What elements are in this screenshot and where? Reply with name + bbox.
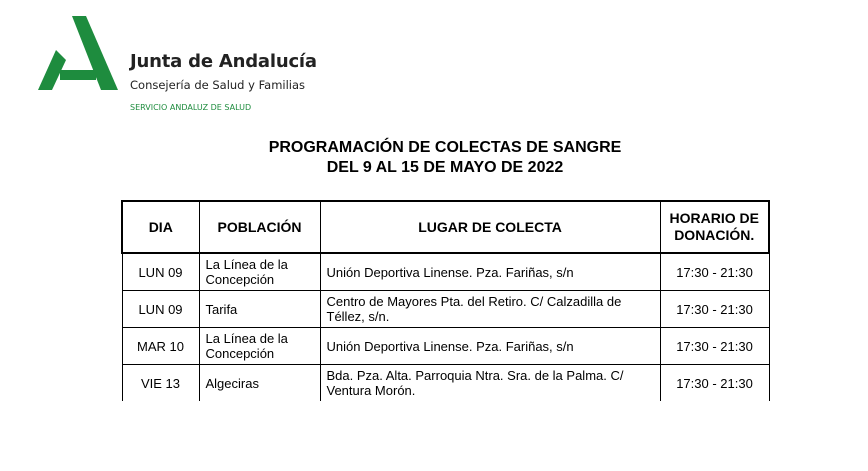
junta-andalucia-logo bbox=[38, 16, 118, 95]
service-name: SERVICIO ANDALUZ DE SALUD bbox=[130, 103, 252, 112]
cell-day: LUN 09 bbox=[122, 253, 199, 291]
table-row bbox=[122, 253, 769, 291]
cell-time: 17:30 - 21:30 bbox=[660, 365, 769, 402]
cell-town: Tarifa bbox=[199, 291, 320, 328]
cell-place: Centro de Mayores Pta. del Retiro. C/ Calzadilla de Téllez, s/n. bbox=[320, 291, 660, 328]
table-row bbox=[122, 328, 769, 365]
document-title bbox=[0, 138, 868, 178]
organization-name: Junta de Andalucía bbox=[130, 51, 317, 72]
cell-place: Unión Deportiva Linense. Pza. Fariñas, s/n bbox=[320, 253, 660, 291]
title-line-1: PROGRAMACIÓN DE COLECTAS DE SANGRE bbox=[268, 139, 622, 156]
column-header-time: HORARIO DE DONACIÓN. bbox=[660, 201, 769, 253]
cell-day: MAR 10 bbox=[122, 328, 199, 365]
column-header-town: POBLACIÓN bbox=[199, 201, 320, 253]
cell-town: La Línea de la Concepción bbox=[199, 253, 320, 291]
table-header-row bbox=[122, 201, 769, 253]
cell-time: 17:30 - 21:30 bbox=[660, 253, 769, 291]
table-row bbox=[122, 291, 769, 328]
cell-town: La Línea de la Concepción bbox=[199, 328, 320, 365]
cell-day: LUN 09 bbox=[122, 291, 199, 328]
cell-place: Bda. Pza. Alta. Parroquia Ntra. Sra. de la Palma. C/ Ventura Morón. bbox=[320, 365, 660, 402]
cell-town: Algeciras bbox=[199, 365, 320, 402]
collection-schedule-table bbox=[121, 200, 770, 401]
cell-time: 17:30 - 21:30 bbox=[660, 291, 769, 328]
department-name: Consejería de Salud y Familias bbox=[130, 78, 306, 92]
cell-day: VIE 13 bbox=[122, 365, 199, 402]
title-line-2: DEL 9 AL 15 DE MAYO DE 2022 bbox=[326, 159, 564, 176]
column-header-place: LUGAR DE COLECTA bbox=[320, 201, 660, 253]
cell-time: 17:30 - 21:30 bbox=[660, 328, 769, 365]
cell-place: Unión Deportiva Linense. Pza. Fariñas, s/n bbox=[320, 328, 660, 365]
table-row bbox=[122, 365, 769, 402]
column-header-day: DIA bbox=[122, 201, 199, 253]
